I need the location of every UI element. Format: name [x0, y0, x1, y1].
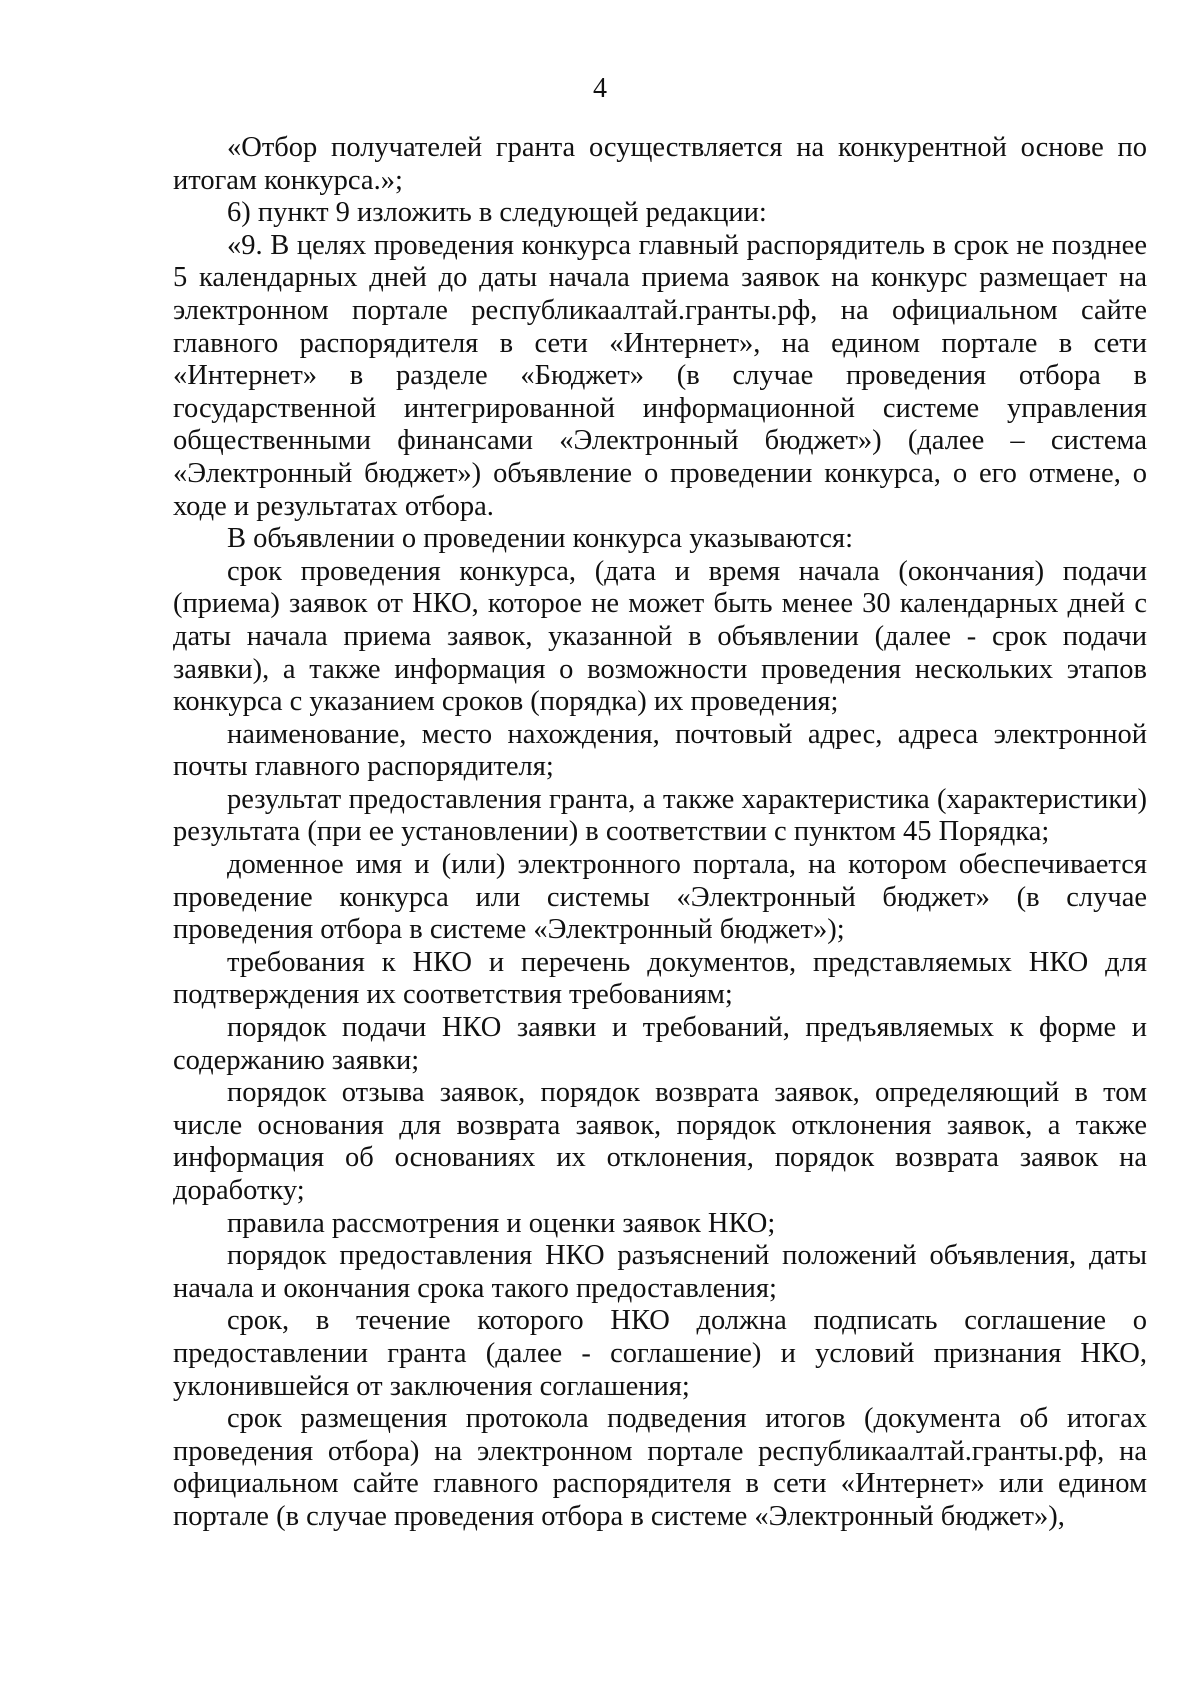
- document-body: [173, 132, 1147, 1534]
- paragraph-contest-period: срок проведения конкурса, (дата и время начала (окончания) подачи (приема) заявок от НКО, которое не может быть менее 30 календарных дней с даты начала приема заявок, указанной в объявлении (далее - срок подачи заявки), а также информация о возможности проведения нескольких этапов конкурса с указанием сроков (порядка) их проведения;: [173, 555, 1147, 718]
- paragraph-requirements: требования к НКО и перечень документов, представляемых НКО для подтверждения их соответствия требованиям;: [173, 946, 1147, 1011]
- paragraph-withdrawal-order: порядок отзыва заявок, порядок возврата заявок, определяющий в том числе основания для возврата заявок, порядок отклонения заявок, а также информация об основаниях их отклонения, порядок возврата заявок на доработку;: [173, 1077, 1147, 1206]
- paragraph-organizer-details: наименование, место нахождения, почтовый адрес, адреса электронной почты главного распорядителя;: [173, 718, 1147, 783]
- paragraph-clarifications: порядок предоставления НКО разъяснений положений объявления, даты начала и окончания срока такого предоставления;: [173, 1240, 1147, 1304]
- paragraph-evaluation-rules: правила рассмотрения и оценки заявок НКО;: [227, 1207, 776, 1239]
- paragraph-point-9: «9. В целях проведения конкурса главный распорядитель в срок не позднее 5 календарных дней до даты начала приема заявок на конкурс размещает на электронном портале республикаалтай.гранты.рф, на официальном сайте главного распорядителя в сети «Интернет», на едином портале в сети «Интернет» в разделе «Бюджет» (в случае проведения отбора в государственной интегрированной информационной системе управления общественными финансами «Электронный бюджет») (далее – система «Электронный бюджет») объявление о проведении конкурса, о его отмене, о ходе и результатах отбора.: [173, 229, 1147, 522]
- page-number: 4: [593, 73, 607, 104]
- paragraph-selection-basis: «Отбор получателей гранта осуществляется на конкурентной основе по итогам конкурса.»;: [173, 132, 1147, 196]
- paragraph-announcement-intro: В объявлении о проведении конкурса указываются:: [227, 523, 854, 555]
- paragraph-agreement-deadline: срок, в течение которого НКО должна подписать соглашение о предоставлении гранта (далее - соглашение) и условий признания НКО, уклонившейся от заключения соглашения;: [173, 1305, 1147, 1402]
- paragraph-protocol-publication: срок размещения протокола подведения итогов (документа об итогах проведения отбора) на электронном портале республикаалтай.гранты.рф, на официальном сайте главного распорядителя в сети «Интернет» или едином портале (в случае проведения отбора в системе «Электронный бюджет»),: [173, 1403, 1147, 1532]
- paragraph-submission-order: порядок подачи НКО заявки и требований, предъявляемых к форме и содержанию заявки;: [173, 1012, 1147, 1076]
- paragraph-item-6: 6) пункт 9 изложить в следующей редакции:: [227, 197, 767, 229]
- paragraph-grant-result: результат предоставления гранта, а также характеристика (характеристики) результата (при ее установлении) в соответствии с пунктом 45 Порядка;: [173, 783, 1147, 848]
- paragraph-domain-name: доменное имя и (или) электронного портала, на котором обеспечивается проведение конкурса или системы «Электронный бюджет» (в случае проведения отбора в системе «Электронный бюджет»);: [173, 849, 1147, 946]
